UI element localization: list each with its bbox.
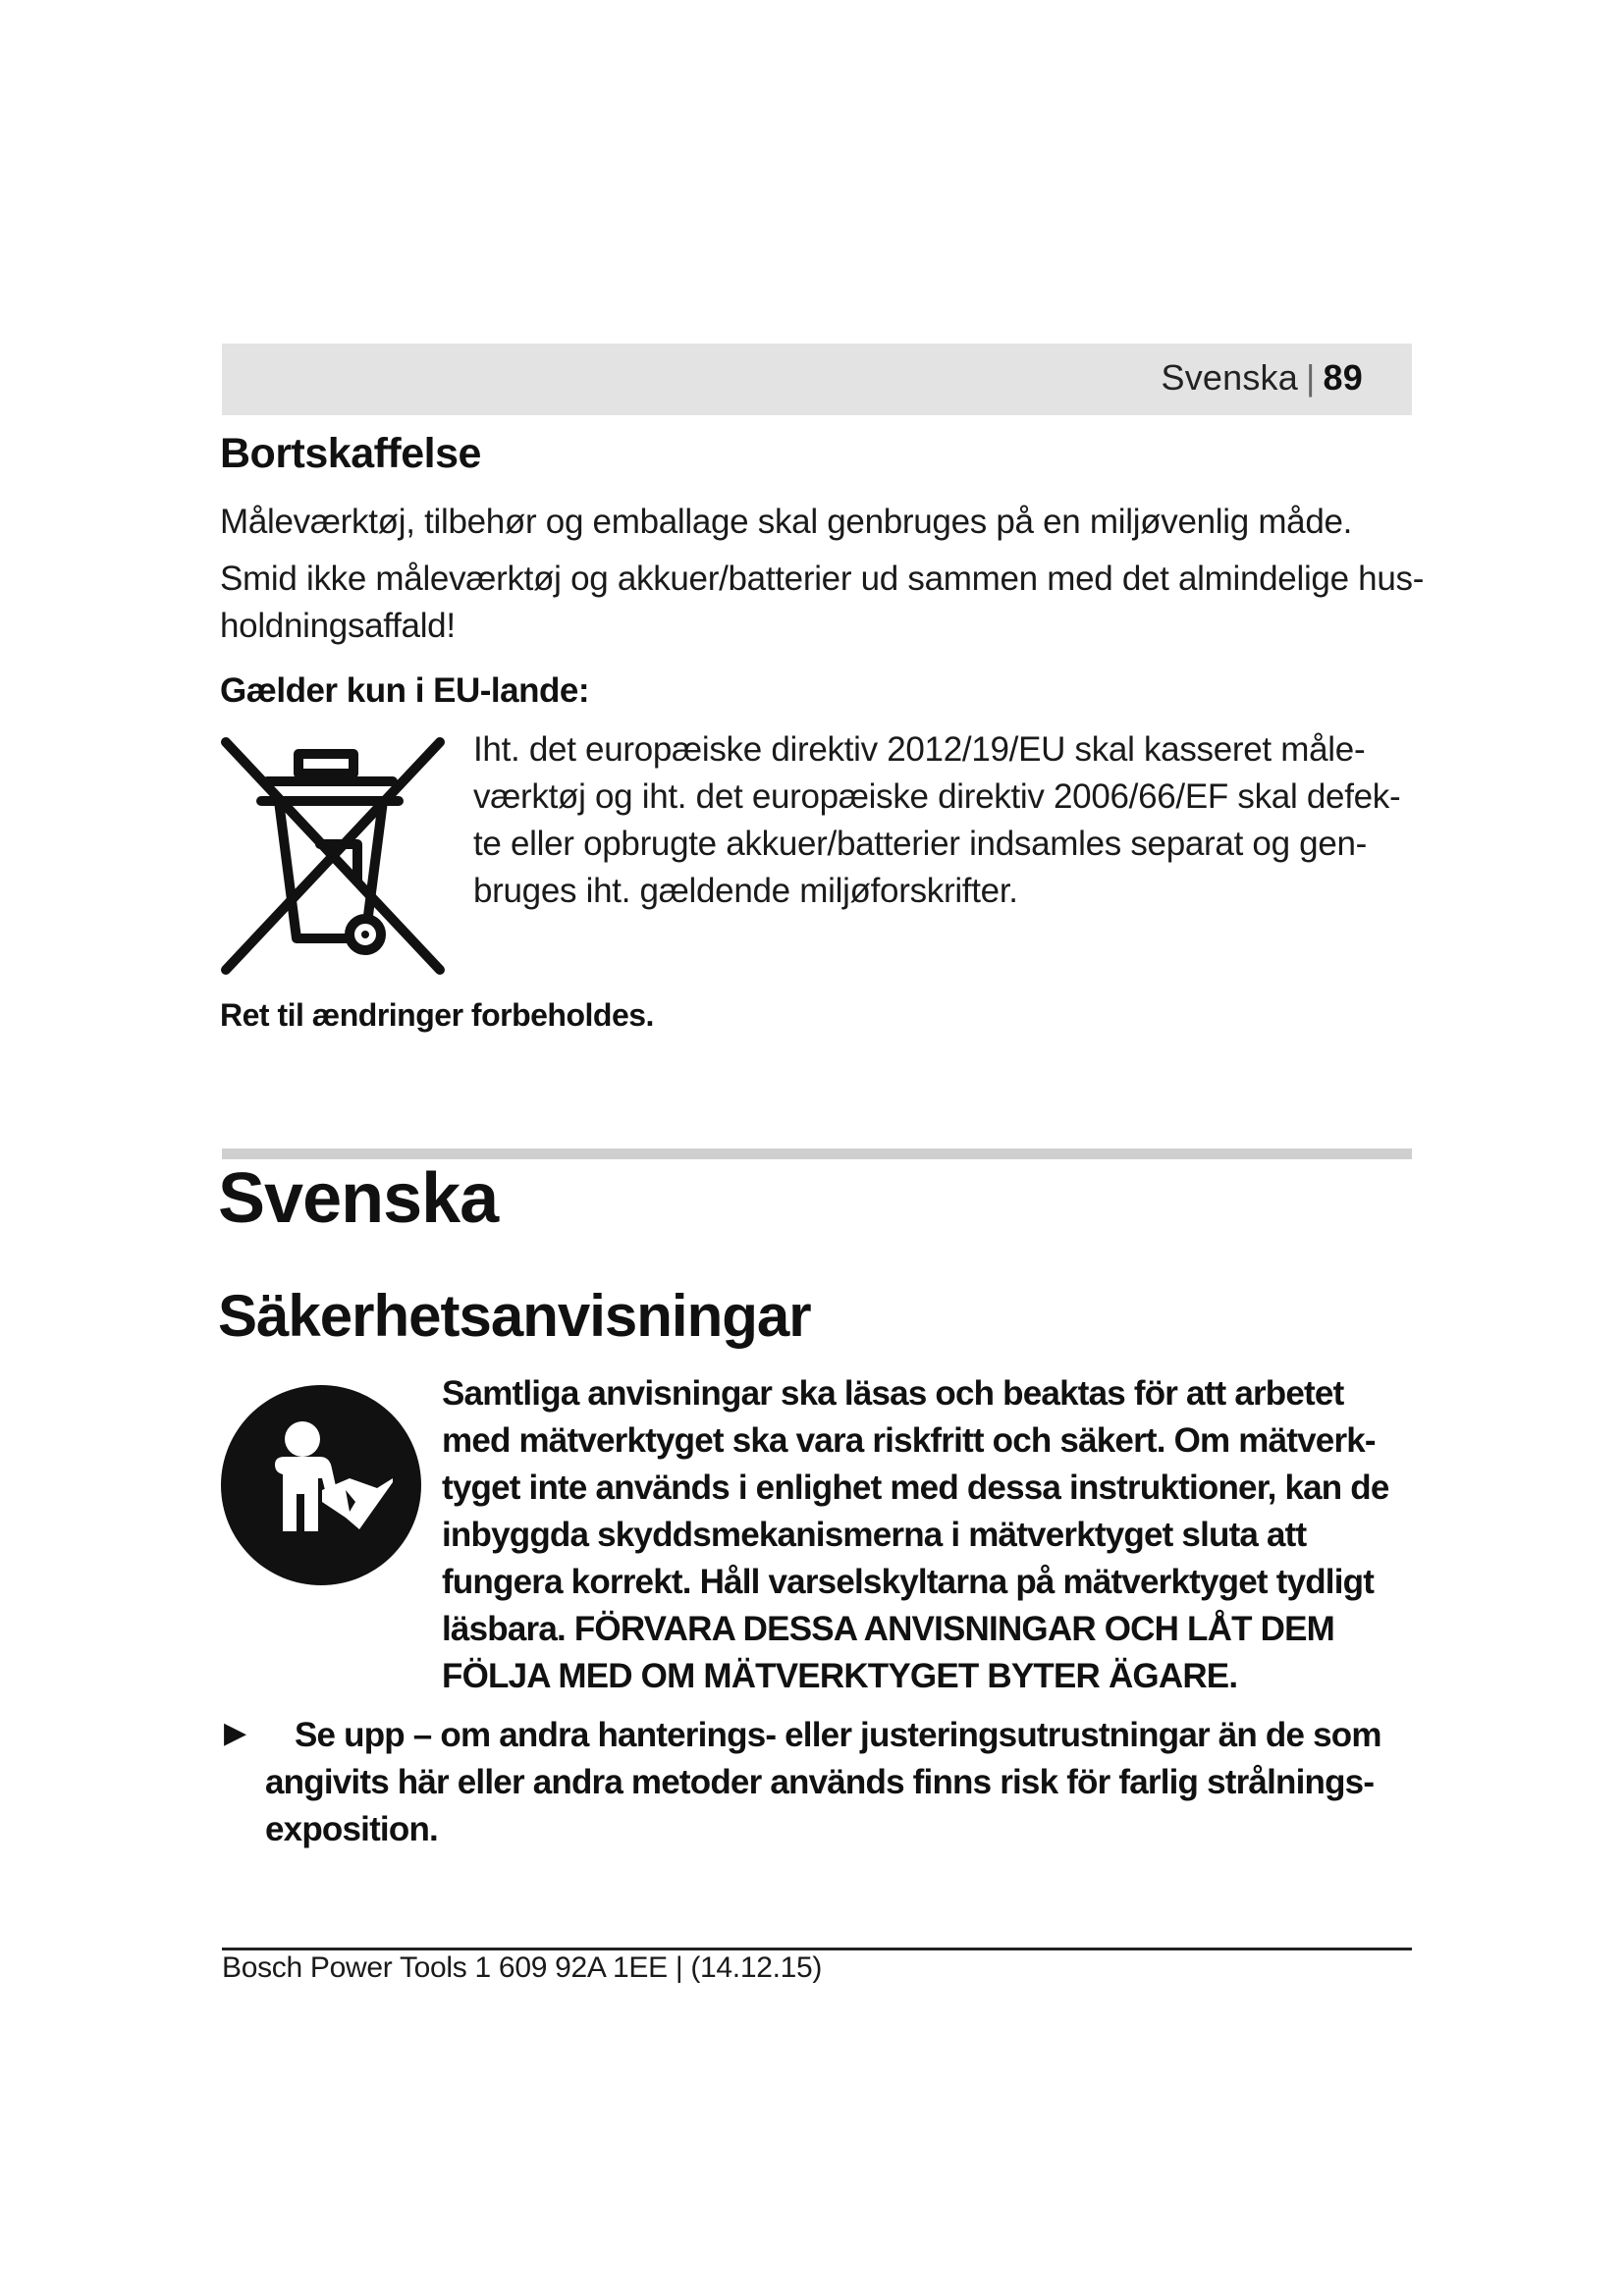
language-title: Svenska <box>218 1159 499 1238</box>
intro-line-7: FÖLJA MED OM MÄTVERKTYGET BYTER ÄGARE. <box>442 1657 1238 1695</box>
bullet-line-3: exposition. <box>265 1810 438 1848</box>
intro-line-5: fungera korrekt. Håll varselskyltarna på mätverktyget tydligt <box>442 1563 1375 1601</box>
page-header-bar <box>222 344 1412 415</box>
disposal-heading: Bortskaffelse <box>220 430 481 477</box>
bullet-line-2: angivits här eller andra metoder används finns risk för farlig strålnings- <box>265 1763 1375 1801</box>
eu-text-line-1: Iht. det europæiske direktiv 2012/19/EU skal kasseret måle- <box>473 730 1366 769</box>
intro-line-4: inbyggda skyddsmekanismerna i mätverktyget sluta att <box>442 1516 1307 1554</box>
eu-text-line-4: bruges iht. gældende miljøforskrifter. <box>473 872 1018 910</box>
intro-line-6: läsbara. FÖRVARA DESSA ANVISNINGAR OCH LÅT DEM <box>442 1610 1334 1648</box>
footer-text: Bosch Power Tools 1 609 92A 1EE | (14.12.15) <box>222 1951 823 1984</box>
header-separator: | <box>1305 357 1316 398</box>
disposal-paragraph-2-line-1: Smid ikke måleværktøj og akkuer/batterier ud sammen med det almindelige hus- <box>220 560 1425 598</box>
page-header <box>1162 357 1364 399</box>
page-number: 89 <box>1323 357 1363 398</box>
bullet-arrow-icon: ▶ <box>224 1717 247 1749</box>
bullet-line-1: Se upp – om andra hanterings- eller justeringsutrustningar än de som <box>295 1716 1381 1754</box>
intro-line-1: Samtliga anvisningar ska läsas och beaktas för att arbetet <box>442 1374 1344 1413</box>
disposal-paragraph-1: Måleværktøj, tilbehør og emballage skal genbruges på en miljøvenlig måde. <box>220 503 1353 541</box>
footer-rule <box>222 1948 1412 1950</box>
eu-heading: Gælder kun i EU-lande: <box>220 671 589 710</box>
header-section: Svenska <box>1161 357 1298 398</box>
eu-text-line-3: te eller opbrugte akkuer/batterier indsamles separat og gen- <box>473 825 1368 863</box>
safety-heading: Säkerhetsanvisningar <box>218 1283 811 1349</box>
eu-text-line-2: værktøj og iht. det europæiske direktiv 2006/66/EF skal defek- <box>473 777 1401 816</box>
disposal-paragraph-2-line-2: holdningsaffald! <box>220 607 456 645</box>
read-manual-icon <box>220 1384 422 1586</box>
intro-line-2: med mätverktyget ska vara riskfritt och säkert. Om mätverk- <box>442 1421 1376 1460</box>
reserve-note: Ret til ændringer forbeholdes. <box>220 997 654 1033</box>
intro-line-3: tyget inte används i enlighet med dessa instruktioner, kan de <box>442 1468 1389 1507</box>
crossed-bin-icon <box>218 734 448 978</box>
